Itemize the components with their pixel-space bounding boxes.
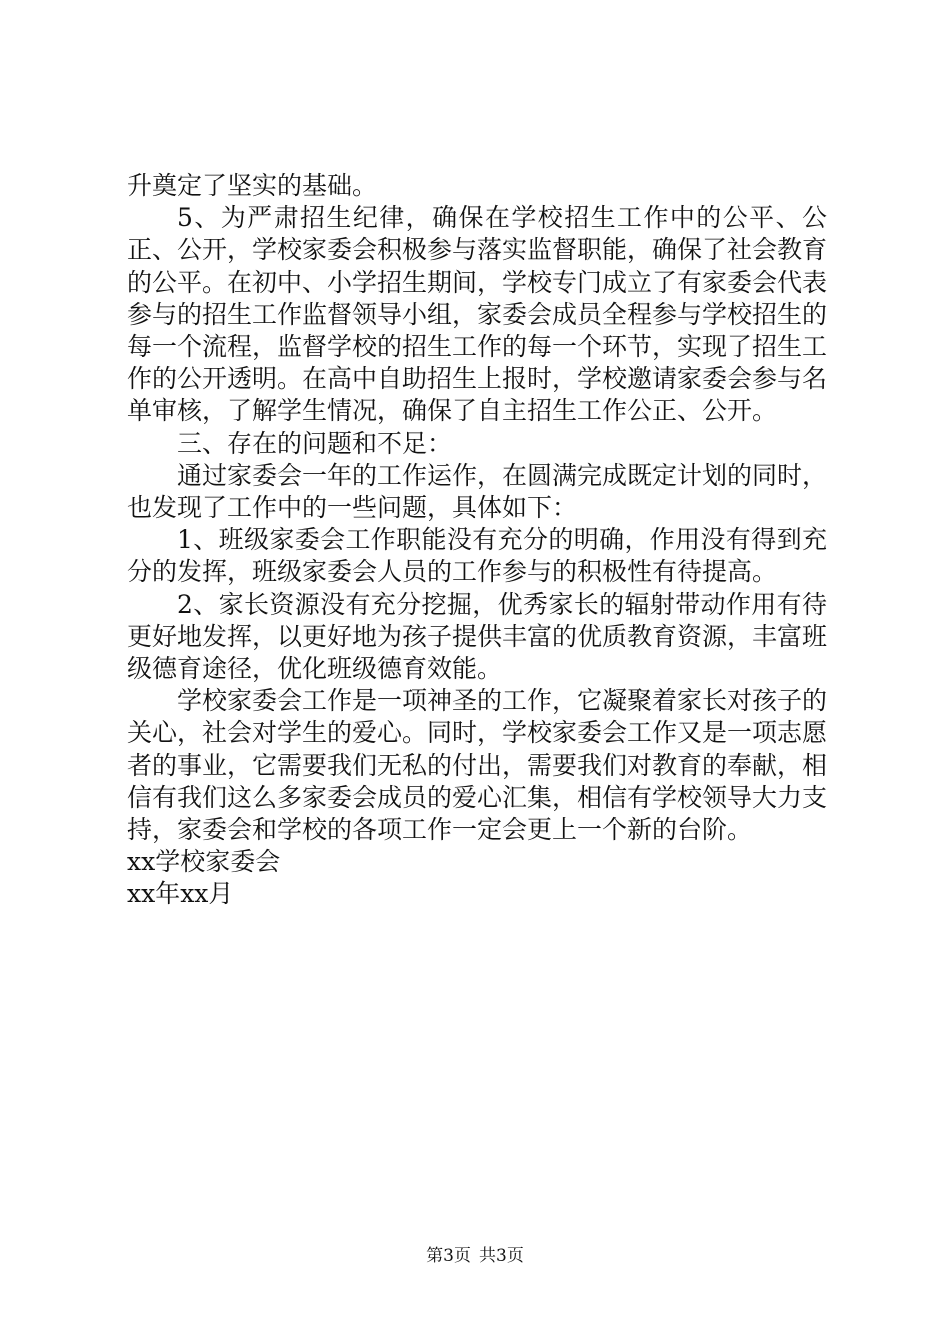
- paragraph-continuation: 升奠定了坚实的基础。: [127, 171, 378, 200]
- paragraph-item-5: 5、为严肃招生纪律，确保在学校招生工作中的公平、公正、公开，学校家委会积极参与落实监督职能，确保了社会教育的公平。在初中、小学招生期间，学校专门成立了有家委会代表参与的招生工作监督领导小组，家委会成员全程参与学校招生的每一个流程，监督学校的招生工作的每一个环节，实现了招生工作的公开透明。在高中自助招生上报时，学校邀请家委会参与名单审核，了解学生情况，确保了自主招生工作公正、公开。: [127, 203, 828, 426]
- paragraph-problem-1: 1、班级家委会工作职能没有充分的明确，作用没有得到充分的发挥，班级家委会人员的工作参与的积极性有待提高。: [127, 525, 827, 587]
- page-number-total: 共3页: [479, 1246, 524, 1266]
- paragraph-problem-2: 2、家长资源没有充分挖掘，优秀家长的辐射带动作用有待更好地发挥，以更好地为孩子提供丰富的优质教育资源，丰富班级德育途径，优化班级德育效能。: [127, 589, 828, 684]
- page-footer: [0, 1245, 950, 1267]
- page-number-current: 第3页: [426, 1246, 471, 1266]
- signature-organization: xx学校家委会: [127, 847, 281, 877]
- section-heading-problems: 三、存在的问题和不足：: [177, 428, 453, 458]
- document-body: [127, 170, 827, 911]
- signature-date: xx年xx月: [127, 879, 234, 909]
- paragraph-conclusion: 学校家委会工作是一项神圣的工作，它凝聚着家长对孩子的关心，社会对学生的爱心。同时，学校家委会工作又是一项志愿者的事业，它需要我们无私的付出，需要我们对教育的奉献，相信有我们这么多家委会成员的爱心汇集，相信有学校领导大力支持，家委会和学校的各项工作一定会更上一个新的台阶。: [127, 686, 828, 845]
- paragraph-problems-intro: 通过家委会一年的工作运作，在圆满完成既定计划的同时，也发现了工作中的一些问题，具体如下：: [127, 460, 828, 523]
